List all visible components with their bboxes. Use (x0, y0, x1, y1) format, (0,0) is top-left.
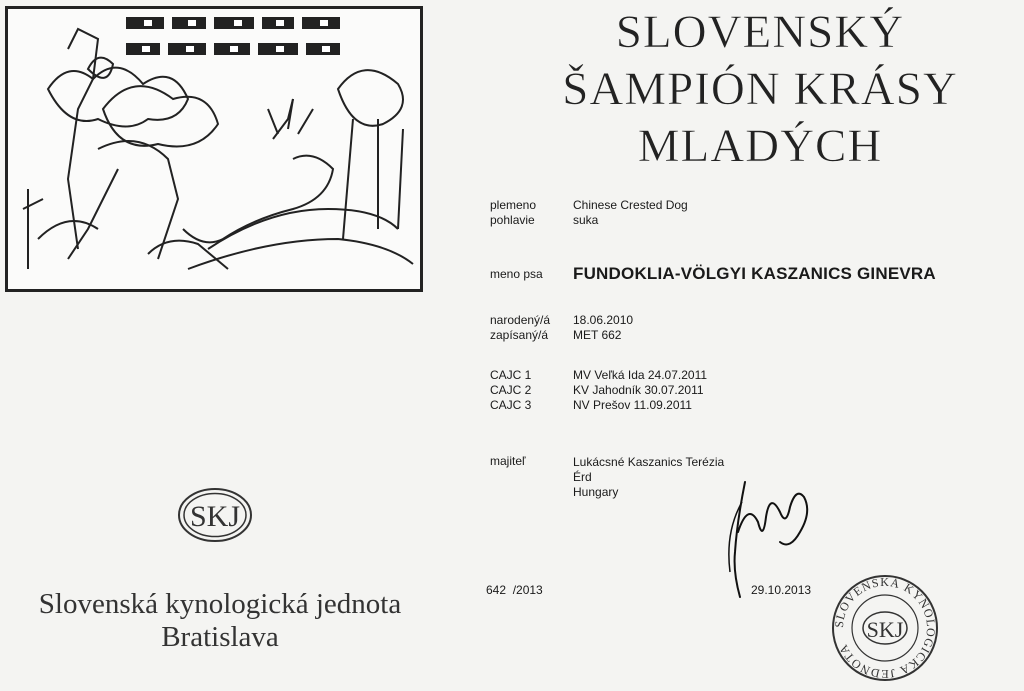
round-official-stamp (820, 572, 950, 684)
organization-line-1: Slovenská kynologická jednota (38, 588, 402, 620)
dog-name-value: FUNDOKLIA-VÖLGYI KASZANICS GINEVRA (573, 264, 936, 283)
born-value: 18.06.2010 (573, 313, 634, 327)
stamp-logo-text: SKJ (866, 617, 904, 642)
cajc-1-label: CAJC 1 (490, 368, 532, 382)
title-line-2: ŠAMPIÓN KRÁSY (562, 63, 958, 115)
breed-label: plemeno (490, 198, 537, 212)
born-label: narodený/á (490, 313, 551, 327)
title-line-3: MLADÝCH (637, 120, 883, 172)
cajc-3-label: CAJC 3 (490, 398, 532, 412)
sex-value: suka (573, 213, 599, 227)
cajc-1-value: MV Veľká Ida 24.07.2011 (573, 368, 708, 382)
skj-logo-text: SKJ (189, 500, 241, 533)
title-line-1: SLOVENSKÝ (615, 6, 905, 58)
registered-value: MET 662 (573, 328, 622, 342)
owner-city: Érd (573, 470, 592, 484)
certificate-date: 29.10.2013 (751, 583, 812, 597)
owner-country: Hungary (573, 485, 619, 499)
hunting-woodcut-illustration (5, 6, 423, 292)
sex-label: pohlavie (490, 213, 535, 227)
cajc-2-label: CAJC 2 (490, 383, 532, 397)
certificate-number: 642 /2013 (486, 583, 543, 597)
owner-name: Lukácsné Kaszanics Terézia (573, 455, 725, 469)
dog-name-label: meno psa (490, 267, 543, 281)
registered-label: zapísaný/á (490, 328, 549, 342)
breed-value: Chinese Crested Dog (573, 198, 688, 212)
skj-logo-icon (176, 486, 254, 544)
stamp-text: SLOVENSKÁ KYNOLOGICKÁ JEDNOTA (831, 574, 939, 682)
woodcut-drawing (8, 9, 420, 289)
cajc-3-value: NV Prešov 11.09.2011 (573, 398, 692, 412)
certificate-title (520, 4, 1000, 175)
owner-label: majiteľ (490, 454, 526, 468)
cajc-2-value: KV Jahodník 30.07.2011 (573, 383, 704, 397)
organization-name (0, 588, 440, 654)
organization-line-2: Bratislava (161, 621, 279, 653)
signature-scribble (700, 472, 830, 602)
